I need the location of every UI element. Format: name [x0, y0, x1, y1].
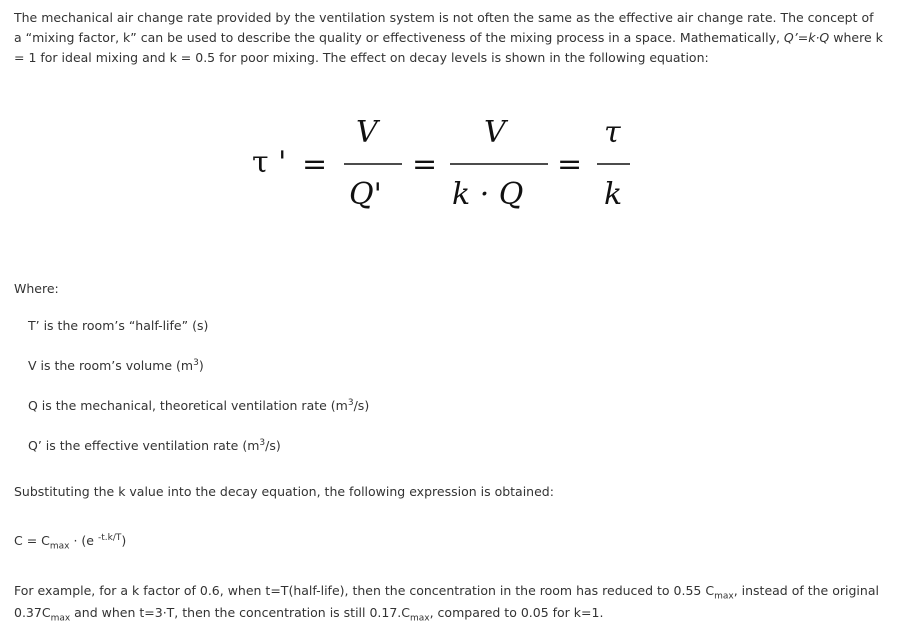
intro-text-2: where k = 1 for ideal mixing and k = 0.5 for poor mixing. The effect on decay levels is shown in the following equation: [14, 30, 883, 65]
definition-q [28, 397, 369, 415]
fraction3-denominator: k [604, 177, 623, 212]
formula-close: ) [121, 533, 127, 548]
example-subscript-2: max [50, 613, 71, 624]
example-part-1: For example, for a k factor of 0.6, when t=Τ(half-life), then the concentration in the room has reduced to 0.55 C [14, 583, 715, 598]
fraction3-numerator: τ [604, 115, 621, 150]
example-subscript-1: max [714, 591, 734, 602]
equation-equals-2: = [412, 147, 438, 182]
example-subscript-3: max [410, 613, 430, 624]
example-part-3: and when t=3·Τ, then the concentration is still 0.17.C [70, 605, 410, 620]
fraction2-denominator: k · Q [452, 177, 524, 212]
definition-q-prime-text: Q’ is the effective ventilation rate (m [28, 438, 260, 453]
intro-paragraph [14, 8, 884, 68]
substituting-paragraph: Substituting the k value into the decay equation, the following expression is obtained: [14, 484, 554, 499]
definition-volume-text: V is the room’s volume (m [28, 358, 194, 373]
definition-q-prime-close: /s) [265, 438, 281, 453]
example-paragraph [14, 580, 894, 624]
definition-q-prime [28, 437, 281, 455]
formula-c: C = C [14, 533, 50, 548]
definition-tau: Τ’ is the room’s “half-life” (s) [28, 318, 209, 333]
fraction1-numerator: V [356, 115, 378, 150]
where-label: Where: [14, 281, 59, 296]
definition-q-prime-exponent: 3 [259, 437, 266, 448]
example-part-4: , compared to 0.05 for k=1. [429, 605, 604, 620]
definition-volume-close: ) [198, 358, 204, 373]
definition-volume-exponent: 3 [193, 357, 199, 368]
equation-equals-3: = [557, 147, 583, 182]
equation-equals-1: = [302, 147, 328, 182]
definition-q-close: /s) [353, 398, 370, 413]
definition-q-exponent: 3 [347, 397, 354, 408]
intro-math: Q’=k·Q [783, 30, 830, 45]
example-part-2: , instead of the original 0.37C [14, 583, 879, 620]
formula-max-subscript: max [49, 541, 70, 552]
formula-mid: · (e [69, 533, 98, 548]
half-life-equation [252, 110, 642, 220]
intro-text-1: The mechanical air change rate provided by the ventilation system is not often the same as the effective air change rate. The concept of a “mixing factor, k” can be used to describe the quality or effectiveness of the mixing process in a space. Mathematically, [14, 10, 874, 45]
definition-q-text: Q is the mechanical, theoretical ventilation rate (m [28, 398, 348, 413]
equation-lhs: τ ' [252, 145, 287, 180]
decay-formula [14, 532, 127, 552]
equation-svg [252, 110, 642, 220]
fraction1-denominator: Q' [349, 177, 382, 212]
definition-volume [28, 357, 204, 375]
formula-exponent: -t.k/Τ [97, 532, 122, 543]
fraction2-numerator: V [484, 115, 506, 150]
